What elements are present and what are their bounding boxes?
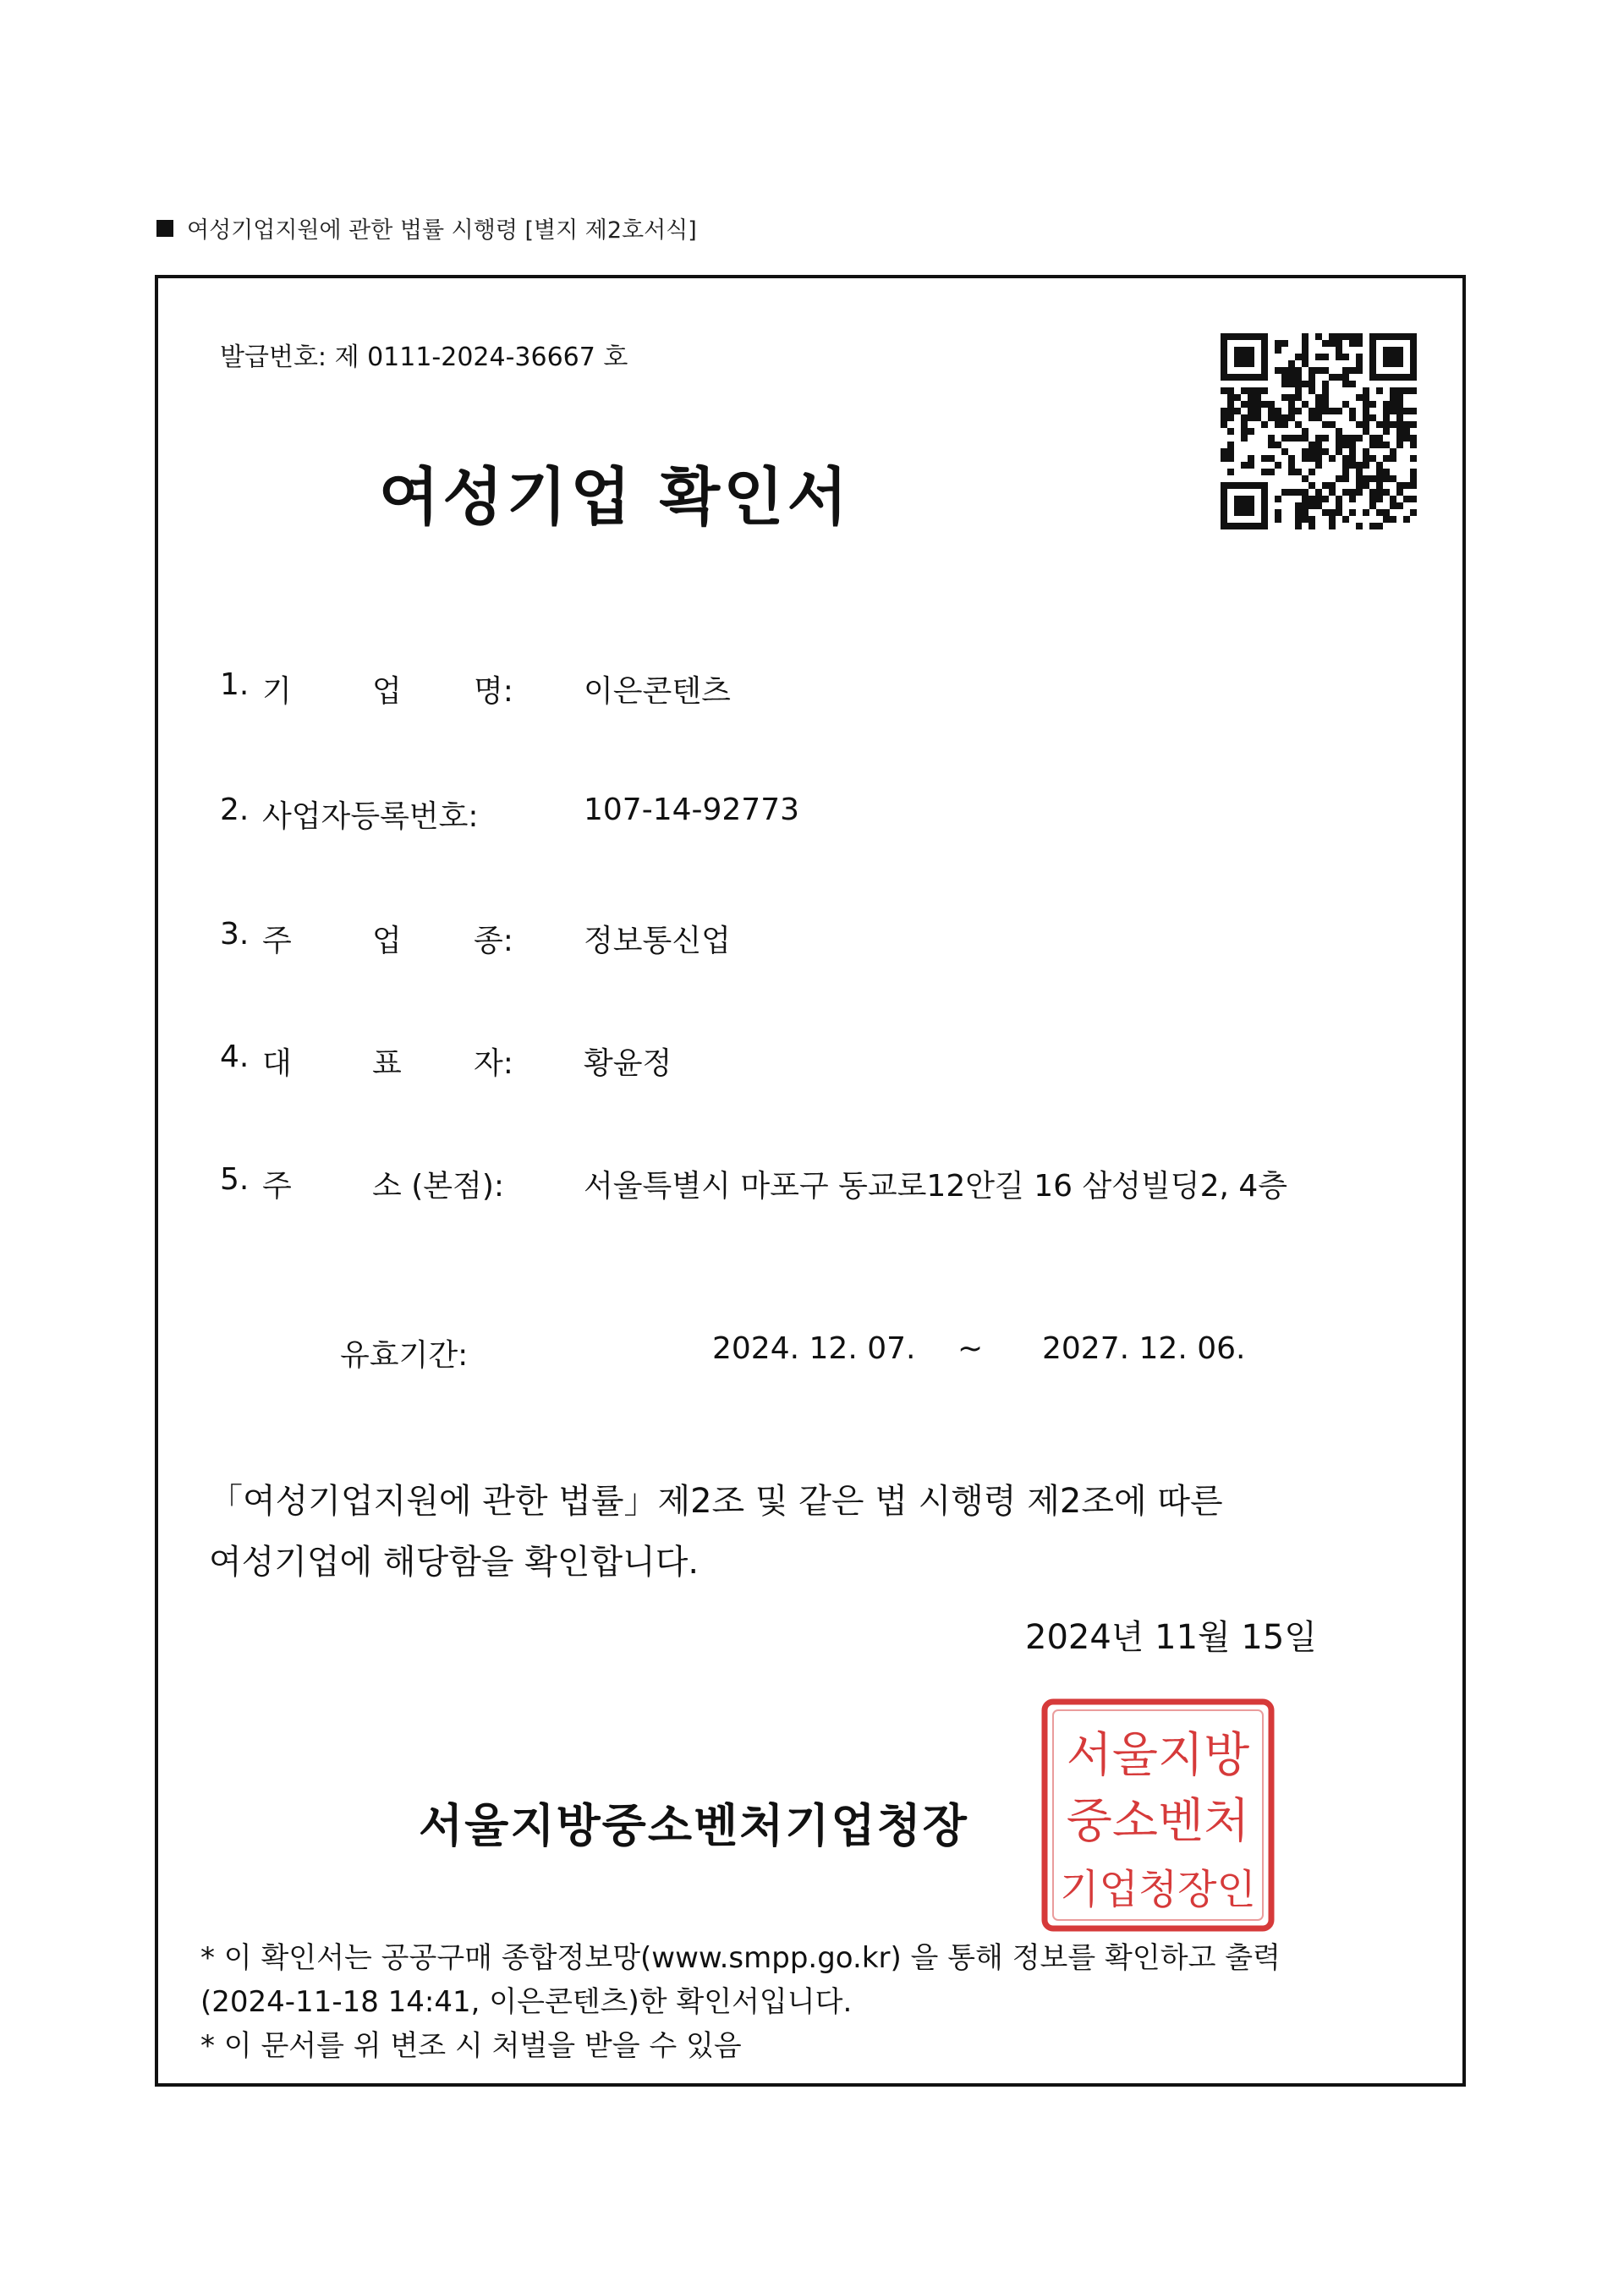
issue-number: 발급번호: 제 0111-2024-36667 호 [220,343,628,372]
field-business-number [220,793,800,836]
field-label: 기 업 명: [262,674,513,709]
svg-text:서울지방: 서울지방 [1066,1728,1250,1783]
field-label: 대 표 자: [262,1046,513,1081]
field-value: 정보통신업 [584,924,731,958]
field-label: 주 업 종: [262,924,513,958]
statement-line: 「여성기업지원에 관한 법률」제2조 및 같은 법 시행령 제2조에 따른 [209,1482,1223,1521]
field-label: 사업자등록번호: [262,799,479,834]
field-company-name [220,667,731,710]
validity-end: 2027. 12. 06. [1042,1331,1246,1366]
confirmation-statement [209,1471,1393,1593]
qr-code-icon [1221,333,1417,529]
issuer-name: 서울지방중소벤처기업청장 [419,1799,968,1852]
square-bullet-icon [156,220,173,237]
form-reference [156,211,697,244]
field-address [220,1162,1288,1205]
field-number: 1. [220,667,250,702]
field-number: 3. [220,917,250,952]
statement-line: 여성기업에 해당함을 확인합니다. [209,1543,700,1582]
field-value: 107-14-92773 [584,793,800,827]
field-number: 4. [220,1040,250,1074]
form-reference-text: 여성기업지원에 관한 법률 시행령 [별지 제2호서식] [187,217,697,244]
field-value: 황윤정 [584,1046,672,1081]
field-number: 2. [220,793,250,827]
field-label: 주 소 (본점): [262,1169,504,1204]
field-main-industry [220,917,731,960]
svg-text:기업청장인: 기업청장인 [1060,1866,1256,1913]
document-title: 여성기업 확인서 [378,461,852,534]
field-number: 5. [220,1162,250,1197]
validity-start: 2024. 12. 07. [712,1331,916,1366]
issue-date: 2024년 11월 15일 [1025,1618,1317,1657]
validity-separator: ~ [957,1331,984,1366]
footnote-line: (2024-11-18 14:41, 이은콘텐츠)한 확인서입니다. [200,1985,853,2019]
footnote-line: * 이 확인서는 공공구매 종합정보망(www.smpp.go.kr) 을 통해 정보를 확인하고 출력 [200,1941,1281,1975]
field-value: 서울특별시 마포구 동교로12안길 16 삼성빌딩2, 4층 [584,1169,1288,1204]
official-seal-stamp [1040,1697,1276,1934]
footnote-line: * 이 문서를 위 변조 시 처벌을 받을 수 있음 [200,2029,742,2063]
svg-text:중소벤처: 중소벤처 [1066,1794,1250,1849]
field-representative [220,1040,672,1083]
field-value: 이은콘텐츠 [584,674,731,709]
validity-label: 유효기간: [340,1338,469,1373]
footnotes [200,1936,1281,2068]
certificate-frame [155,275,1466,2087]
